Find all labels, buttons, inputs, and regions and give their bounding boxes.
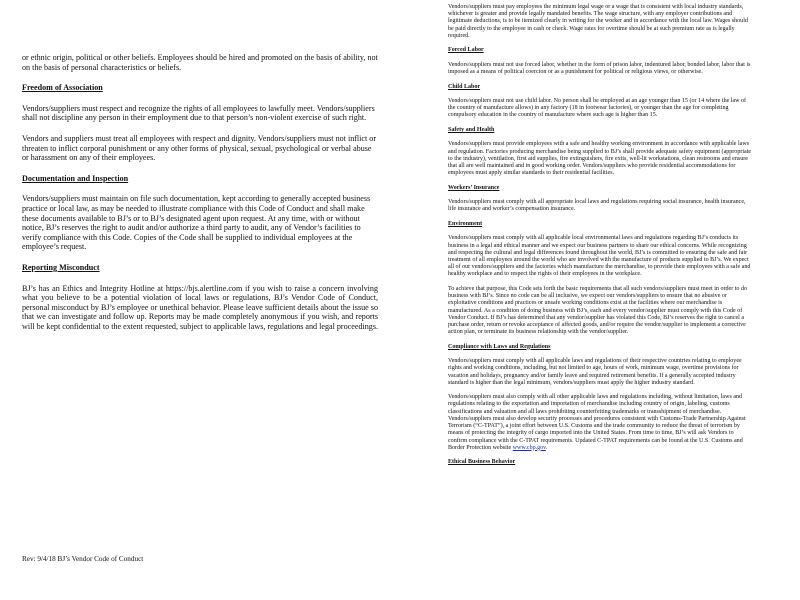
safety-health-paragraph: Vendors/suppliers must provide employees with a safe and healthy working environment in accordance with applicable laws and regulation. Factories producing merchandise being supplied to BJ’s shall provide adequate safety equipment (appropriate to the industry), ventilation, first aid supplies, fire extinguishers, fire exits, well-lit workstations, clean restrooms and ensure that all are well maintained and in good working order. Vendors/suppliers who provide residential accommodations for employees must apply similar standards to their residential facilities. [448,141,752,177]
child-labor-paragraph: Vendors/suppliers must not use child labor. No person shall be employed at an age younger than 15 (or 14 where the law of the country of manufacture allows) in any factory (18 in footwear factories), or younger than the age for completing compulsory education in the country of manufacture where such age is higher than 15. [448,98,747,119]
ethical-business-behavior-heading: Ethical Business Behavior [448,459,516,466]
compliance-paragraph-2 [448,394,754,452]
right-column [448,4,754,474]
compliance-paragraph-2-text: Vendors/suppliers must also comply with all other applicable laws and regulations including, without limitation, laws and regulations relating to the exportation and importation of merchandise including country of origin, labeling, customs classifications and valuation and all laws prohibiting counterfeiting trademarks or transshipment of merchandise. Vendors/suppliers must also develop security processes and procedures consistent with Customs-Trade Partnership Against Terrorism (“C-TPAT”), a joint effort between U.S. Customs and the trade community to reduce the threat of terrorism by means of protecting the integrity of cargo imported into the United States. From time to time, BJ’s will ask Vendors to confirm compliance with the C-TPAT requirements. Updated C-TPAT requirements can be found at the U.S. Customs and Border Protection website [448,394,746,451]
safety-health-heading: Safety and Health [448,126,495,133]
compliance-paragraph-1: Vendors/suppliers must comply with all applicable laws and regulations of their respective countries relating to employee rights and working conditions, including, but not limited to age, hours of work, minimum wage, overtime provisions for vacation and holidays, pregnancy and/or family leave and required retirement benefits. If a generally accepted industry standard is higher than the legal minimum, vendors/suppliers must apply the higher industry standard. [448,358,742,386]
compliance-paragraph-2-end: . [545,444,548,451]
environment-paragraph-1: Vendors/suppliers must comply with all applicable local environmental laws and regulations regarding BJ’s conducts its business in a legal and ethical manner and we expect our business partners to share our ethical concerns. While recognizing and respecting the cultural and legal differences found throughout the world, BJ’s is committed to ensuring the safe and fair treatment of all employees around the world who are involved with the manufacture of products supplied to BJ’s. We expect all of our vendors/suppliers and the factories which manufacture the merchandise, to provide their employees with a safe and healthy workplace and to respect the rights of their employees in the workplace. [448,235,751,278]
workers-insurance-paragraph: Vendors/suppliers must comply with all appropriate local laws and regulations requiring social insurance, health insurance, life insurance and worker’s compensation insurance. [448,199,746,213]
reporting-misconduct-heading: Reporting Misconduct [22,262,100,272]
child-labor-heading: Child Labor [448,83,481,90]
reporting-paragraph: BJ’s has an Ethics and Integrity Hotline at https://bjs.alertline.com if you wish to raise a concern involving what you believe to be a potential violation of local laws or regulations, BJ’s Vendor Code of Conduct, personal misconduct by BJ’s employee or unethical behavior. Please leave sufficient details about the issue so that we can investigate and follow up. Reports may be made completely anonymous if you wish, and reports will be kept confidential to the extent requested, subject to applicable laws, regulations and legal proceedings. [22,283,379,331]
forced-labor-paragraph: Vendors/suppliers must not use forced labor, whether in the form of prison labor, indentured labor, bonded labor, labor that is imposed as a means of political coercion or as a punishment for political or religious views, or otherwise. [448,61,751,76]
wage-paragraph: Vendors/suppliers must pay employees the minimum legal wage or a wage that is consistent with local industry standards, whichever is greater and provide legally mandated benefits. The wage structure, with any employer contributions and legitimate deductions, is to be itemized clearly in writing for the worker and in accordance with the local law. Wages should be paid directly to the employee in cash or check. Wage rates for overtime should be at such premium rate as is legally required. [448,4,748,39]
workers-insurance-heading: Workers’ Insurance [448,184,500,191]
documentation-heading: Documentation and Inspection [22,173,129,183]
compliance-heading: Compliance with Laws and Regulations [448,343,551,350]
forced-labor-heading: Forced Labor [448,47,484,54]
freedom-of-association-heading: Freedom of Association [22,83,103,93]
intro-paragraph: or ethnic origin, political or other beliefs. Employees should be hired and promoted on the basis of ability, not on the basis of personal characteristics or beliefs. [22,53,378,72]
freedom-paragraph-1: Vendors/suppliers must respect and recognize the rights of all employees to lawfully meet. Vendors/suppliers shall not discipline any person in their employment due to that person’s non-violent exercise of such right. [22,103,375,123]
left-column [22,53,378,342]
environment-paragraph-2: To achieve that purpose, this Code sets forth the basic requirements that all such vendors/suppliers must meet in order to do business with BJ’s. Since no code can be all inclusive, we expect our vendors/suppliers to ensure that no abusive or exploitative conditions and practices or unsafe working conditions exist at the facilities where our merchandise is manufactured. As a condition of doing business with BJ’s, each and every vendor/supplier must comply with this Code of Vendor Conduct. If BJ’s has determined that any vendor/supplier has violated this Code, BJ’s reserves the right to cancel a purchase order, return or revoke acceptance of affected goods, and/or require the vendor/supplier to implement a corrective action plan, or terminate its business relationship with the vendor/supplier. [448,285,747,336]
footer-revision: Rev: 9/4/18 BJ’s Vendor Code of Conduct [22,555,144,563]
environment-heading: Environment [448,220,483,227]
freedom-paragraph-2: Vendors and suppliers must treat all employees with respect and dignity. Vendors/suppliers must not inflict or threaten to inflict corporal punishment or any other forms of physical, sexual, psychological or verbal abuse or harassment on any of their employees. [22,133,377,163]
documentation-paragraph: Vendors/suppliers must maintain on file such documentation, kept according to generally accepted business practice or local law, as may be needed to illustrate compliance with this Code of Conduct and shall make these documents available to BJ’s or to BJ’s designated agent upon request. At any time, with or without notice, BJ’s reserves the right to audit and/or authorize a third party to audit, any of Vendor’s facilities to verify compliance with this Code. Copies of the Code shall be supplied to individual employees at the employee’s request. [22,194,371,252]
cbp-website-link[interactable]: www.cbp.gov [512,444,546,451]
